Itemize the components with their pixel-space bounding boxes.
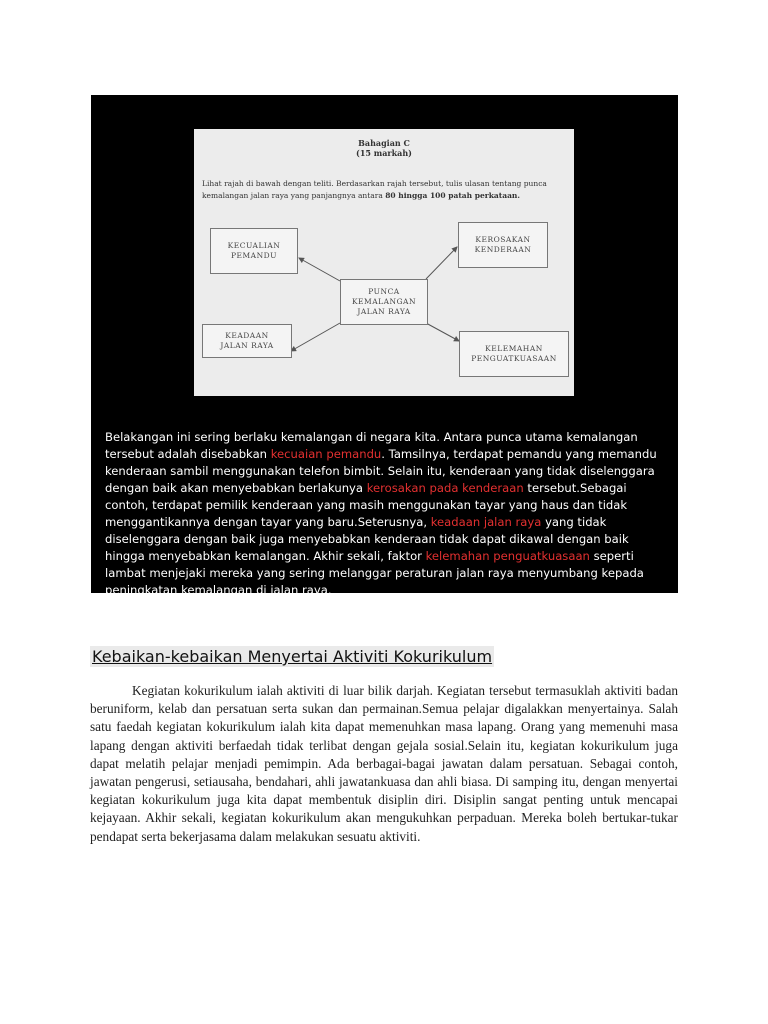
section-heading: Kebaikan-kebaikan Menyertai Aktiviti Kokurikulum [92, 647, 493, 666]
node-kecuaian-pemandu: KECUALIAN PEMANDU [210, 228, 298, 274]
question-marks: (15 markah) [356, 148, 412, 158]
arrow-to-keadaan [291, 323, 340, 351]
sample-essay-paragraph: Belakangan ini sering berlaku kemalangan di negara kita. Antara punca utama kemalangan tersebut adalah disebabkan kecuaian pemandu. Tamsilnya, terdapat pemandu yang memandu kenderaan sambil menggunakan telefon bimbit. Selain itu, kenderaan yang tidak diselenggara dengan baik akan menyebabkan berlakunya kerosakan pada kenderaan tersebut.Sebagai contoh, terdapat pemilik kenderaan yang masih menggunakan tayar yang haus dan tidak menggantikannya dengan tayar yang baru.Seterusnya, keadaan jalan raya yang tidak diselenggara dengan baik juga menyebabkan kenderaan tidak dapat dikawal dengan baik hingga menyebabkan kemalangan. Akhir sekali, faktor kelemahan penguatkuasaan seperti lambat menjejaki mereka yang sering melanggar peraturan jalan raya menyumbang kepada peningkatan kemalangan di jalan raya. [105, 430, 657, 597]
highlight-kelemahan: kelemahan penguatkuasaan [425, 549, 590, 563]
node-keadaan-jalan-raya: KEADAAN JALAN RAYA [202, 324, 292, 358]
node-punca-kemalangan: PUNCA KEMALANGAN JALAN RAYA [340, 279, 428, 325]
question-instruction: Lihat rajah di bawah dengan teliti. Berdasarkan rajah tersebut, tulis ulasan tentang punca kemalangan jalan raya yang panjangnya antara 80 hingga 100 patah perkataan. [202, 179, 547, 200]
highlight-keadaan: keadaan jalan raya [430, 515, 542, 529]
section-body-paragraph: Kegiatan kokurikulum ialah aktiviti di luar bilik darjah. Kegiatan tersebut termasuklah aktiviti badan beruniform, kelab dan persatuan serta sukan dan permainan.Semua pelajar digalakkan menyertainya. Salah satu faedah kegiatan kokurikulum ialah kita dapat memenuhkan masa lapang. Orang yang memenuhi masa lapang dengan aktiviti berfaedah tidak terlibat dengan gejala sosial.Selain itu, kegiatan kokurikulum juga dapat melatih pelajar menjadi pemimpin. Ada berbagai-bagai jawatan dalam persatuan. Sebagai contoh, jawatan pengerusi, setiausaha, bendahari, ahli jawatankuasa dan ahli biasa. Di samping itu, dengan menyertai kegiatan kokurikulum juga kita dapat membentuk disiplin diri. Disiplin sangat penting untuk mencapai kejayaan. Akhir sekali, kegiatan kokurikulum akan mengukuhkan perpaduan. Mereka boleh bertukar-tukar pendapat serta bekerjasama dalam melakukan sesuatu aktiviti. [90, 683, 678, 844]
node-kelemahan-penguatkuasaan: KELEMAHAN PENGUATKUASAAN [459, 331, 569, 377]
highlight-kerosakan: kerosakan pada kenderaan [366, 481, 524, 495]
arrow-to-kerosakan [426, 247, 457, 279]
node-kerosakan-kenderaan: KEROSAKAN KENDERAAN [458, 222, 548, 268]
question-card [194, 129, 574, 396]
arrow-to-kecuaian [299, 258, 340, 281]
arrow-to-kelemahan [426, 323, 459, 341]
question-section-title: Bahagian C [358, 138, 410, 148]
highlight-kecuaian: kecuaian pemandu [270, 447, 382, 461]
